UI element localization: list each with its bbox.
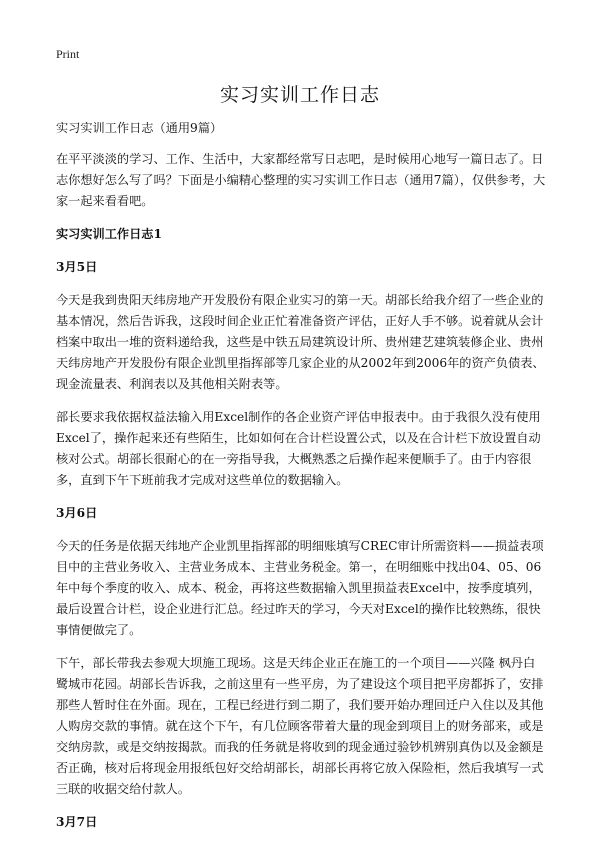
entry-paragraph: 今天的任务是依据天纬地产企业凯里指挥部的明细账填写CREC审计所需资料——损益表项目中的主营业务收入、主营业务成本、主营业务税金。第一，在明细账中找出04、05、06年中每个季度的收入、成本、税金，再将这些数据输入凯里损益表Excel中，按季度填列，最后设置合计栏，设企业进行汇总。经过昨天的学习，今天对Excel的操作比较熟练，很快事情便做完了。 — [56, 539, 544, 637]
entry-date: 3月6日 — [56, 506, 98, 520]
article-subtitle: 实习实训工作日志（通用9篇） — [56, 121, 223, 135]
entry-paragraph: 今天是我到贵阳天纬房地产开发股份有限企业实习的第一天。胡部长给我介绍了一些企业的基本情况，然后告诉我，这段时间企业正忙着准备资产评估，正好人手不够。说着就从会计档案中取出一堆的资料递给我，这些是中铁五局建筑设计所、贵州建艺建筑装修企业、贵州天纬房地产开发股份有限企业凯里指挥部等几家企业的从2002年到2006年的资产负债表、现金流量表、利润表以及其他相关附表等。 — [56, 293, 545, 391]
entry-paragraph: 下午，部长带我去参观大坝施工现场。这是天纬企业正在施工的一个项目——兴隆 枫丹白鹭城市花园。胡部长告诉我，之前这里有一些平房，为了建设这个项目把平房都拆了，安排那些人暂时住在外面。现在，工程已经进行到二期了，我们要开始办理回迁户入住以及其他人购房交款的事情。就在这个下午，有几位顾客带着大量的现金到项目上的财务部来，或是交纳房款，或是交纳按揭款。而我的任务就是将收到的现金通过验钞机辨别真伪以及金额是否正确，核对后将现金用报纸包好交给胡部长，胡部长再将它放入保险柜，然后我填写一式三联的收据交给付款人。 — [56, 656, 544, 796]
intro-paragraph: 在平平淡淡的学习、工作、生活中，大家都经常写日志吧，是时候用心地写一篇日志了。日志你想好怎么写了吗？下面是小编精心整理的实习实训工作日志（通用7篇），仅供参考，大家一起来看看吧。 — [56, 152, 546, 208]
entry-paragraph: 部长要求我依据权益法输入用Excel制作的各企业资产评估申报表中。由于我很久没有使用Excel了，操作起来还有些陌生，比如如何在合计栏设置公式，以及在合计栏下放设置自动核对公式。胡部长很耐心的在一旁指导我，大概熟悉之后操作起来便顺手了。由于内容很多，直到下午下班前我才完成对这些单位的数据输入。 — [56, 410, 541, 487]
page-title: 实习实训工作日志 — [219, 84, 380, 106]
article-body — [56, 118, 546, 845]
entry-date: 3月7日 — [56, 815, 98, 829]
entry-date: 3月5日 — [56, 260, 98, 274]
section-heading: 实习实训工作日志1 — [56, 227, 162, 241]
print-link[interactable]: Print — [56, 47, 80, 61]
